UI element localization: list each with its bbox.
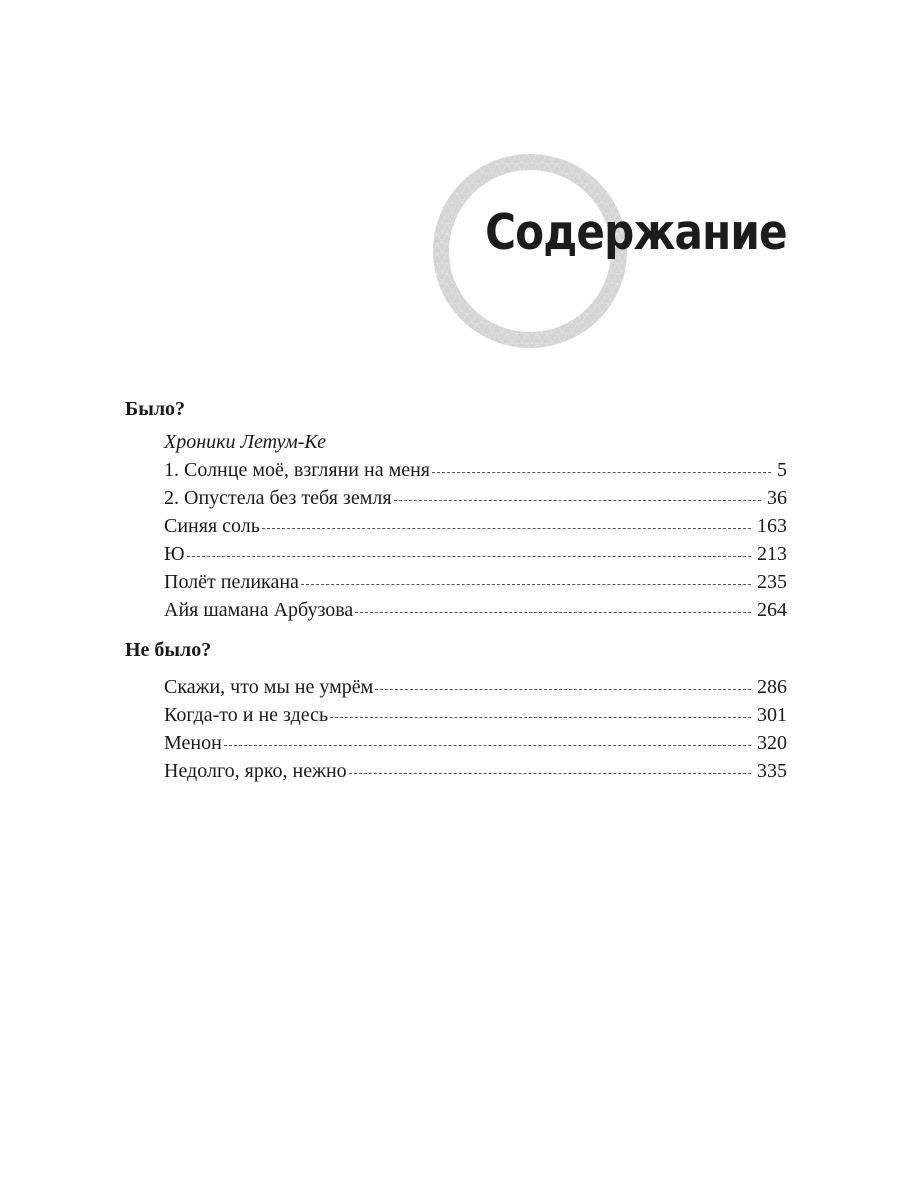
entry-page-number: 235 — [757, 571, 787, 593]
toc-entry[interactable] — [125, 729, 787, 757]
toc-entry[interactable] — [125, 757, 787, 785]
dot-leader — [375, 689, 751, 690]
dot-leader — [301, 584, 751, 585]
dot-leader — [394, 500, 761, 501]
entry-title: 1. Солнце моё, взгляни на меня — [164, 459, 431, 481]
toc-entry[interactable] — [125, 512, 787, 540]
toc-entry[interactable] — [125, 568, 787, 596]
toc-entry[interactable] — [125, 484, 787, 512]
dot-leader — [187, 556, 751, 557]
dot-leader — [355, 612, 751, 613]
dot-leader — [224, 745, 751, 746]
entry-page-number: 301 — [757, 704, 787, 726]
entry-title: Синяя соль — [164, 515, 260, 537]
section-heading-ne-bylo: Не было? — [125, 639, 212, 661]
dot-leader — [432, 472, 771, 473]
toc-entry[interactable] — [125, 701, 787, 729]
toc-entry[interactable] — [125, 673, 787, 701]
entry-title: Когда-то и не здесь — [164, 704, 329, 726]
entry-title: 2. Опустела без тебя земля — [164, 487, 392, 509]
entry-page-number: 5 — [777, 459, 787, 481]
entry-page-number: 335 — [757, 760, 787, 782]
dot-leader — [349, 773, 751, 774]
entry-page-number: 213 — [757, 543, 787, 565]
dot-leader — [330, 717, 751, 718]
entry-title: Полёт пеликана — [164, 571, 299, 593]
entry-page-number: 36 — [767, 487, 787, 509]
entry-title: Скажи, что мы не умрём — [164, 676, 374, 698]
page-title: Содержание — [485, 204, 787, 261]
entry-page-number: 286 — [757, 676, 787, 698]
dot-leader — [262, 528, 751, 529]
toc-entry[interactable] — [125, 456, 787, 484]
section-heading-bylo: Было? — [125, 398, 186, 420]
toc-entry[interactable] — [125, 540, 787, 568]
toc-entry[interactable] — [125, 596, 787, 624]
subsection-heading: Хроники Летум-Ке — [164, 431, 327, 453]
entry-page-number: 320 — [757, 732, 787, 754]
table-of-contents — [125, 395, 787, 785]
entry-title: Недолго, ярко, нежно — [164, 760, 347, 782]
entry-page-number: 163 — [757, 515, 787, 537]
entry-title: Айя шамана Арбузова — [164, 599, 354, 621]
entry-title: Менон — [164, 732, 222, 754]
entry-page-number: 264 — [757, 599, 787, 621]
entry-title: Ю — [164, 543, 185, 565]
